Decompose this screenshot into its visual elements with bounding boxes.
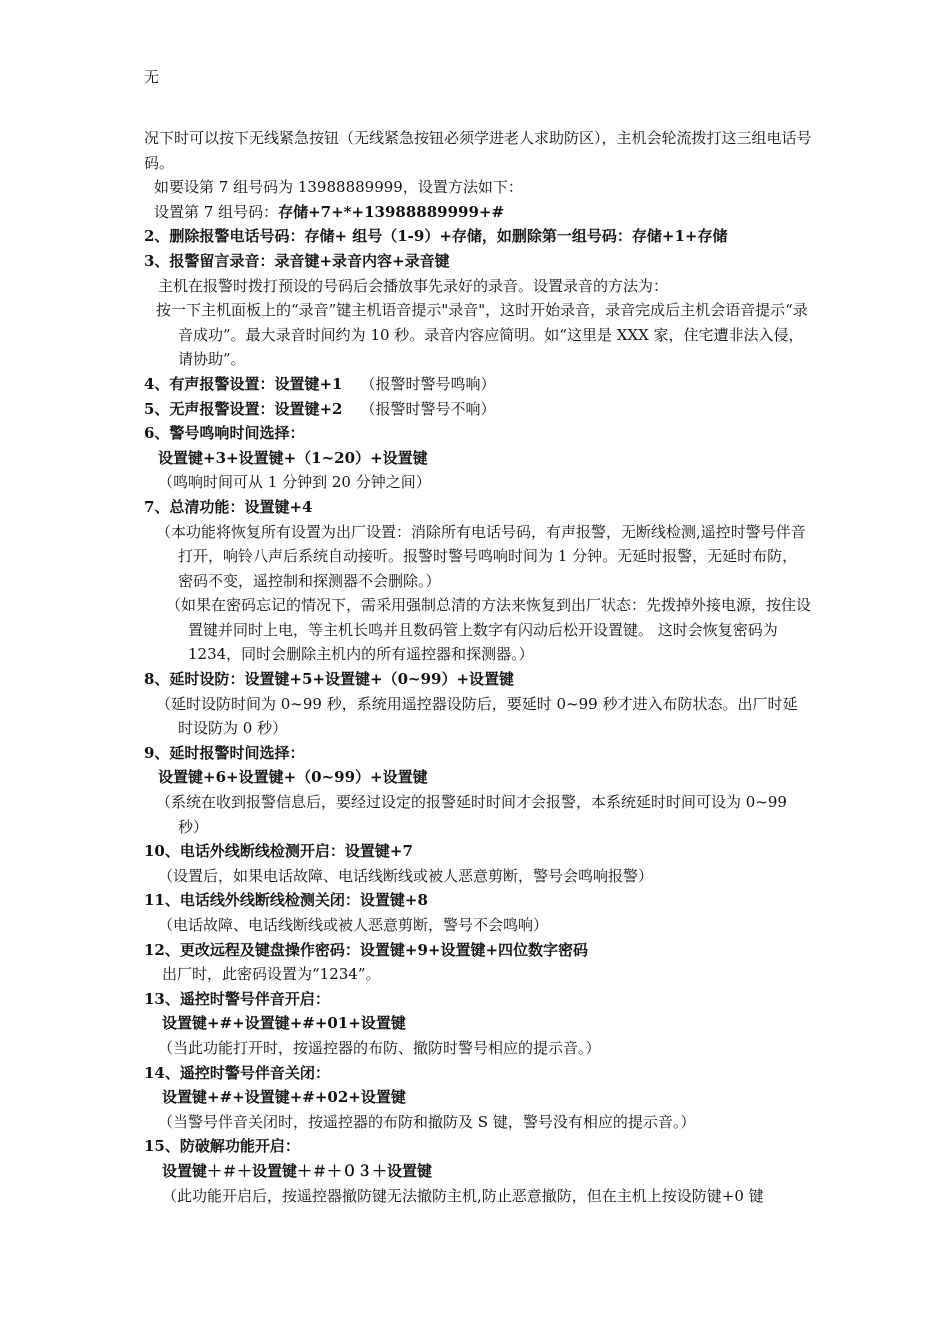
paragraph: 如要设第 7 组号码为 13988889999，设置方法如下： bbox=[154, 178, 523, 197]
section-heading: 10、电话外线断线检测开启：设置键+7 bbox=[144, 842, 413, 861]
section-heading bbox=[144, 397, 812, 422]
section-heading: 9、延时报警时间选择： bbox=[144, 743, 305, 762]
section-heading: 8、延时设防：设置键+5+设置键+（0~99）+设置键 bbox=[144, 670, 515, 689]
page-header: 无 bbox=[144, 68, 160, 86]
section-heading: 15、防破解功能开启： bbox=[144, 1137, 300, 1156]
text-bold: 5、无声报警设置：设置键+2 bbox=[144, 399, 343, 418]
paragraph bbox=[144, 200, 812, 225]
paragraph: （此功能开启后，按遥控器撤防键无法撤防主机,防止恶意撤防，但在主机上按设防键+0 键 bbox=[162, 1186, 764, 1205]
section-heading: 2、删除报警电话号码：存储+ 组号（1-9）+存储，如删除第一组号码：存储+1+存储 bbox=[144, 227, 728, 246]
paragraph: 况下时可以按下无线紧急按钮（无线紧急按钮必须学进老人求助防区），主机会轮流拨打这三组电话号码。 bbox=[144, 129, 812, 172]
text: （报警时警号不响） bbox=[360, 399, 496, 418]
command-line: 设置键+#+设置键+#+02+设置键 bbox=[162, 1088, 406, 1107]
command-line: 设置键+#+设置键+#+01+设置键 bbox=[162, 1014, 406, 1033]
command-line: 设置键+3+设置键+（1~20）+设置键 bbox=[158, 448, 428, 467]
command-line: 设置键＋＃＋设置键＋＃＋０３＋设置键 bbox=[162, 1161, 433, 1180]
section-heading bbox=[144, 372, 812, 397]
section-heading: 6、警号鸣响时间选择： bbox=[144, 424, 305, 443]
paragraph: 出厂时，此密码设置为“1234”。 bbox=[162, 965, 381, 984]
section-heading: 14、遥控时警号伴音关闭： bbox=[144, 1063, 330, 1082]
paragraph: 主机在报警时拨打预设的号码后会播放事先录好的录音。设置录音的方法为： bbox=[158, 276, 669, 295]
text: 设置第 7 组号码： bbox=[154, 202, 279, 221]
section-heading: 11、电话线外线断线检测关闭：设置键+8 bbox=[144, 891, 428, 910]
paragraph: （系统在收到报警信息后，要经过设定的报警延时时间才会报警，本系统延时时间可设为 0~99 秒） bbox=[156, 793, 787, 836]
text: （报警时警号鸣响） bbox=[360, 374, 496, 393]
text-bold: 存储+7+*+13988889999+# bbox=[278, 202, 505, 221]
paragraph: （本功能将恢复所有设置为出厂设置：消除所有电话号码，有声报警，无断线检测,遥控时警号伴音打开，响铃八声后系统自动接听。报警时警号鸣响时间为 1 分钟。无延时报警，无延时布防，密码不变，遥控制和探测器不会删除。） bbox=[156, 522, 806, 590]
command-line: 设置键+6+设置键+（0~99）+设置键 bbox=[158, 768, 428, 787]
paragraph: （延时设防时间为 0~99 秒，系统用遥控器设防后，要延时 0~99 秒才进入布防状态。出厂时延时设防为 0 秒） bbox=[156, 694, 798, 738]
paragraph: 按一下主机面板上的“录音”键主机语音提示"录音"，这时开始录音，录音完成后主机会语音提示“录音成功”。最大录音时间约为 10 秒。录音内容应简明。如“这里是 XXX 家，住宅遭非法入侵，请协助”。 bbox=[156, 301, 808, 369]
paragraph: （当此功能打开时，按遥控器的布防、撤防时警号相应的提示音。） bbox=[158, 1038, 601, 1057]
section-heading: 3、报警留言录音：录音键+录音内容+录音键 bbox=[144, 251, 450, 270]
text-bold: 4、有声报警设置：设置键+1 bbox=[144, 374, 343, 393]
paragraph: （鸣响时间可从 1 分钟到 20 分钟之间） bbox=[158, 473, 431, 492]
paragraph: （电话故障、电话线断线或被人恶意剪断，警号不会鸣响） bbox=[158, 916, 549, 934]
section-heading: 7、总清功能：设置键+4 bbox=[144, 497, 313, 516]
paragraph: （设置后，如果电话故障、电话线断线或被人恶意剪断，警号会鸣响报警） bbox=[158, 866, 654, 885]
document-body bbox=[144, 126, 812, 1208]
paragraph: （当警号伴音关闭时，按遥控器的布防和撤防及 S 键，警号没有相应的提示音。） bbox=[158, 1112, 696, 1131]
paragraph: （如果在密码忘记的情况下，需采用强制总清的方法来恢复到出厂状态：先拨掉外接电源，按住设置键并同时上电，等主机长鸣并且数码管上数字有闪动后松开设置键。 这时会恢复密码为 1234，同时会删除主机内的所有遥控器和探测器。） bbox=[166, 596, 812, 664]
section-heading: 13、遥控时警号伴音开启： bbox=[144, 989, 330, 1008]
section-heading: 12、更改远程及键盘操作密码：设置键+9+设置键+四位数字密码 bbox=[144, 940, 589, 959]
